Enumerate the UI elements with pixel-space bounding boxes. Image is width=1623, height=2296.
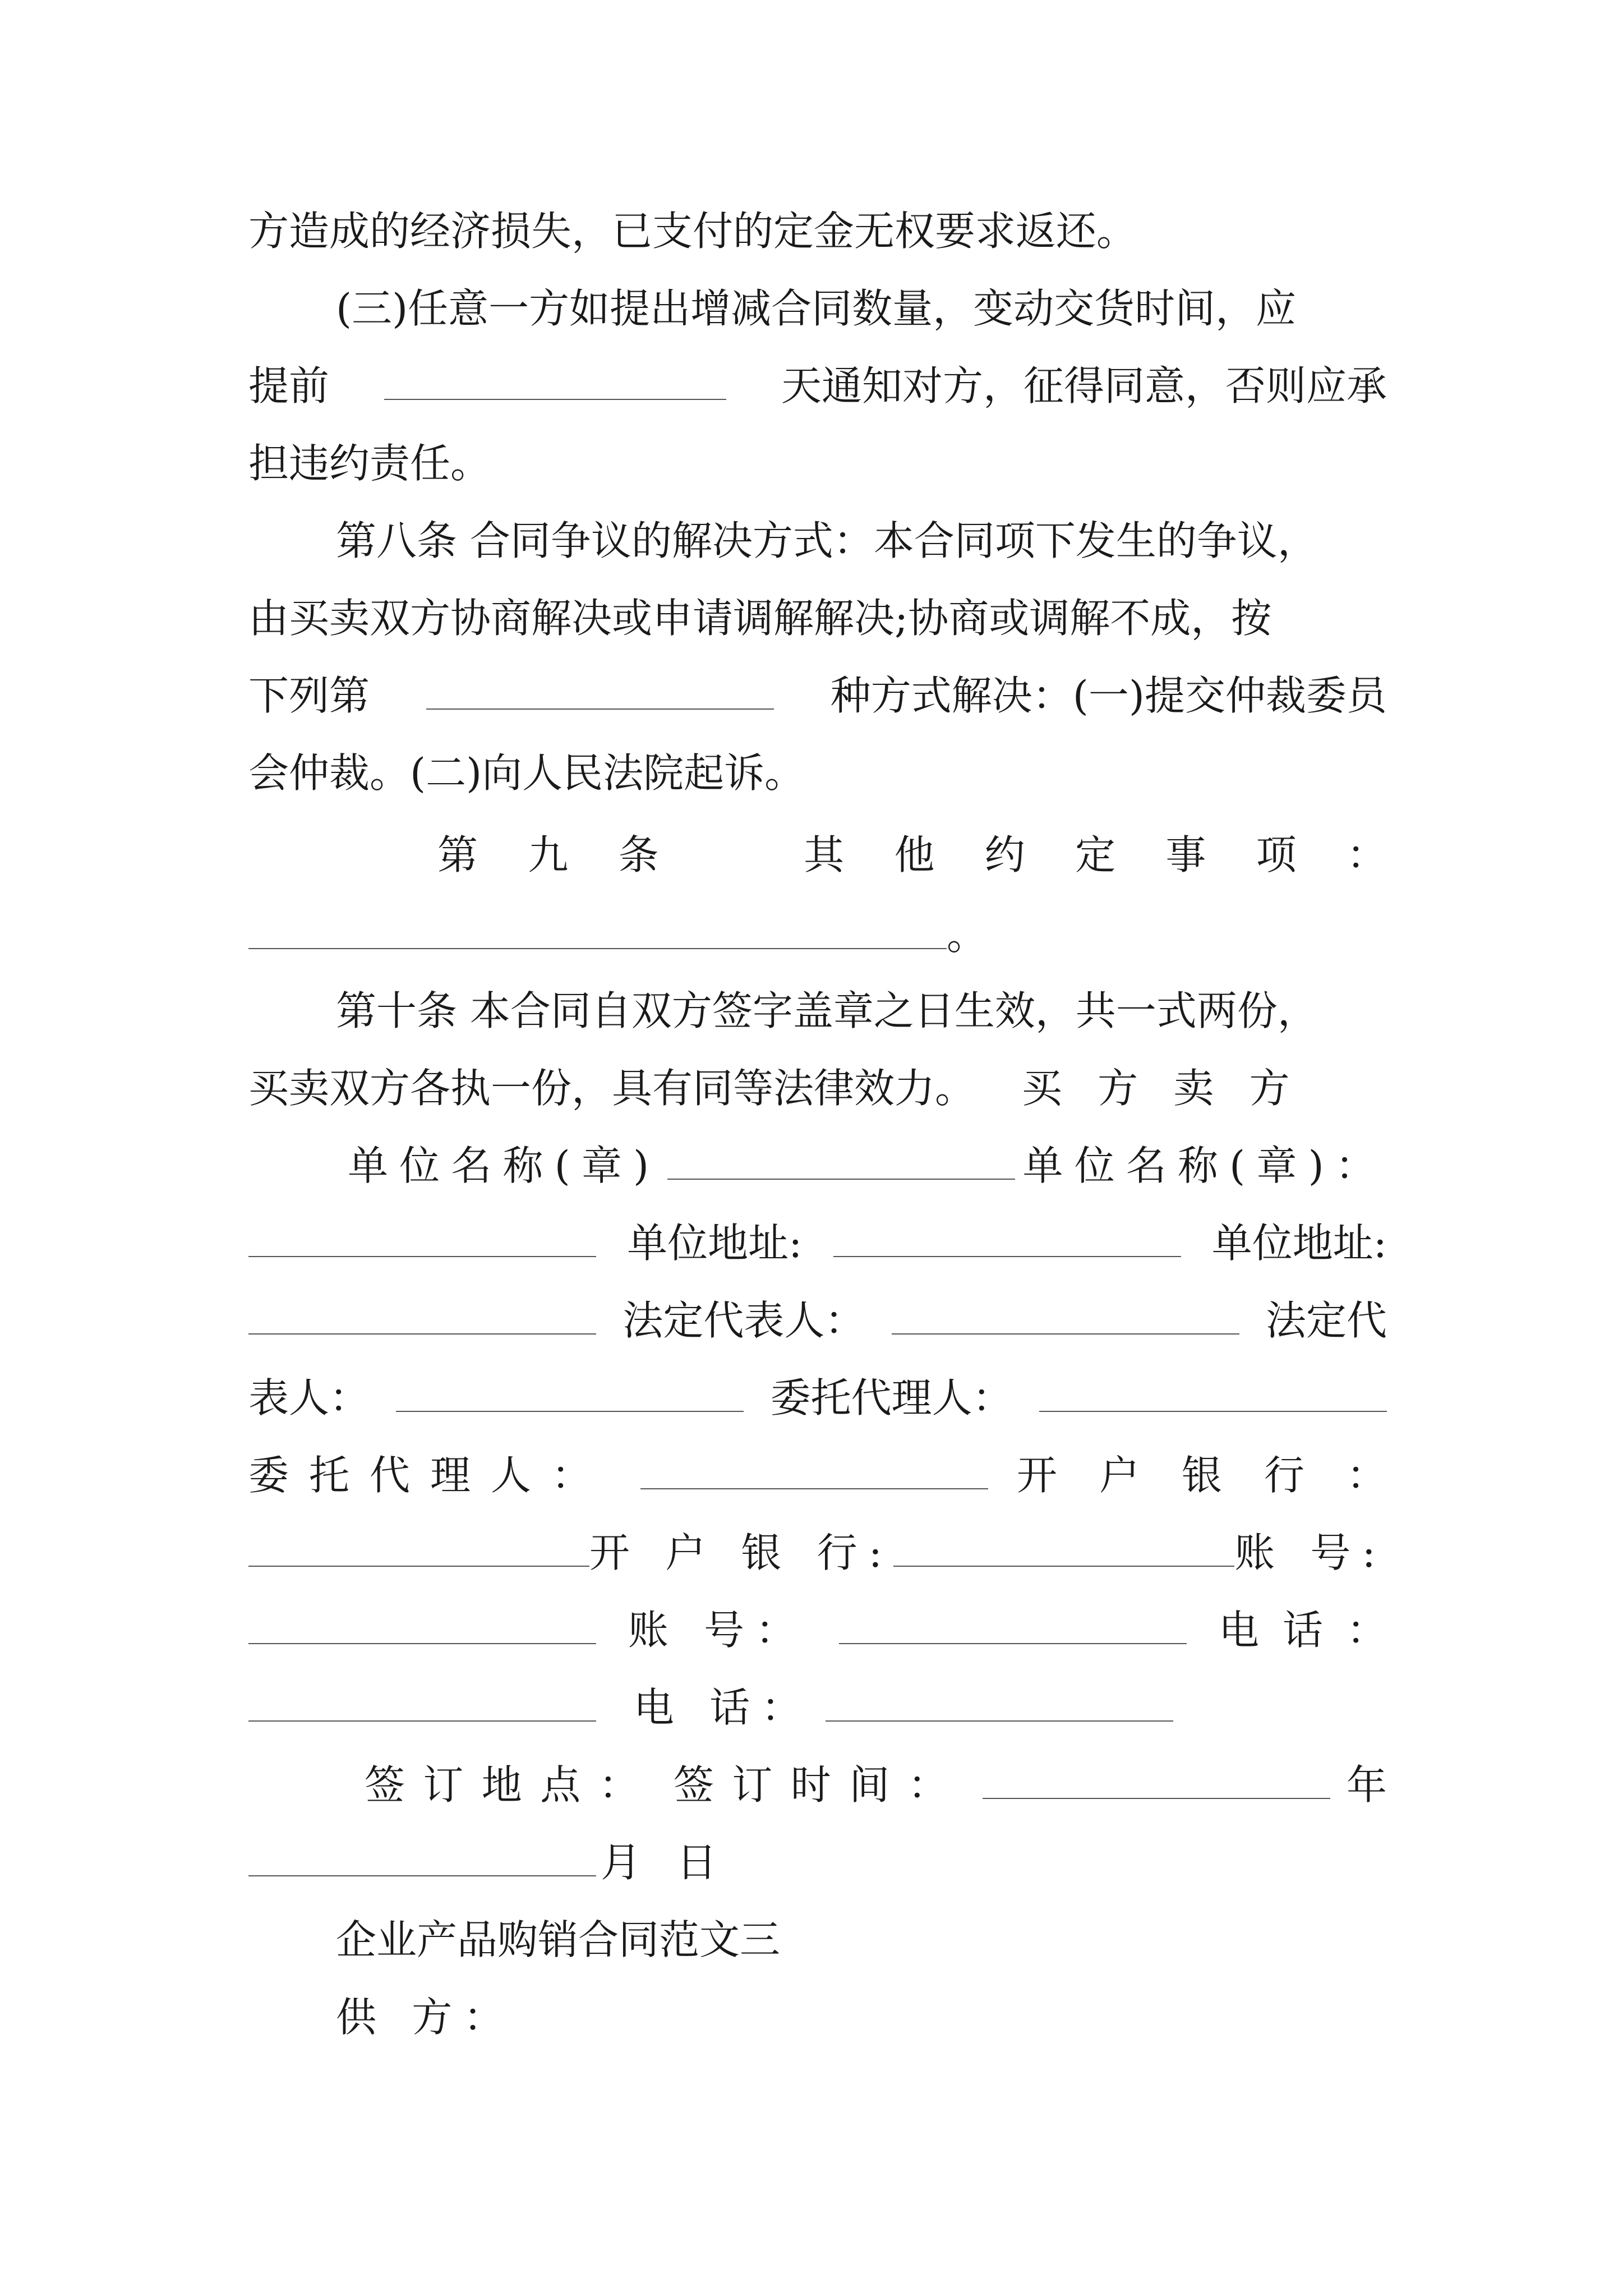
- blank-field[interactable]: [248, 1220, 596, 1257]
- blank-field[interactable]: [892, 1297, 1239, 1335]
- text-line: 账 号： 电 话 ：: [248, 1602, 1387, 1658]
- blank-field[interactable]: [248, 912, 947, 949]
- blank-field[interactable]: [248, 1685, 596, 1722]
- blank-field[interactable]: [248, 1530, 589, 1567]
- blank-field[interactable]: [248, 1297, 596, 1335]
- text-line: 由买卖双方协商解决或申请调解解决;协商或调解不成，按: [248, 595, 1272, 642]
- blank-field[interactable]: [983, 1762, 1330, 1799]
- text-line: 第十条 本合同自双方签字盖章之日生效，共一式两份，: [336, 987, 1318, 1034]
- text-line: 开 户 银 行: 账 号:: [248, 1525, 1387, 1581]
- text-line: 月 日: [248, 1834, 728, 1890]
- text-line: 担违约责任。: [248, 440, 491, 487]
- text-line: 方造成的经济损失，已支付的定金无权要求返还。: [248, 208, 1137, 255]
- text-line: (三)任意一方如提出增减合同数量，变动交货时间，应: [336, 285, 1297, 332]
- text-line: 委托代理人： 开 户 银 行 ：: [248, 1452, 1387, 1499]
- text-line: 第八条 合同争议的解决方式：本合同项下发生的争议，: [336, 517, 1318, 564]
- blank-field[interactable]: [826, 1685, 1173, 1722]
- blank-field[interactable]: [667, 1143, 1015, 1180]
- blank-field[interactable]: [839, 1607, 1187, 1644]
- section-heading: 企业产品购销合同范文三: [336, 1916, 781, 1963]
- text-line: 第 九 条 其 他 约 定 事 项 ：: [437, 831, 1387, 878]
- text-line: 。: [248, 907, 987, 963]
- text-line: 供 方：: [336, 1994, 515, 2041]
- blank-field[interactable]: [640, 1452, 988, 1489]
- blank-field[interactable]: [1039, 1375, 1387, 1412]
- text-line: 会仲裁。(二)向人民法院起诉。: [248, 749, 805, 797]
- text-line: 表人： 委托代理人：: [248, 1370, 1387, 1426]
- blank-field[interactable]: [893, 1530, 1234, 1567]
- text-line: 买卖双方各执一份，具有同等法律效力。 买 方 卖 方: [248, 1065, 1301, 1112]
- blank-field[interactable]: [248, 1839, 596, 1876]
- text-line: 单位名称(章) 单位名称(章)：: [348, 1142, 1387, 1189]
- text-line: 单位地址: 单位地址:: [248, 1215, 1387, 1271]
- blank-field[interactable]: [384, 363, 726, 400]
- blank-field[interactable]: [833, 1220, 1181, 1257]
- blank-field[interactable]: [396, 1375, 744, 1412]
- text-line: 签订地点： 签订时间： 年: [365, 1761, 1387, 1809]
- text-line: 电 话：: [248, 1680, 1173, 1736]
- blank-field[interactable]: [426, 673, 774, 710]
- text-line: 法定代表人： 法定代: [248, 1292, 1387, 1349]
- text-line: 提前 天通知对方，征得同意，否则应承: [248, 362, 1387, 409]
- blank-field[interactable]: [248, 1607, 596, 1644]
- text-line: 下列第 种方式解决：(一)提交仲裁委员: [248, 672, 1387, 719]
